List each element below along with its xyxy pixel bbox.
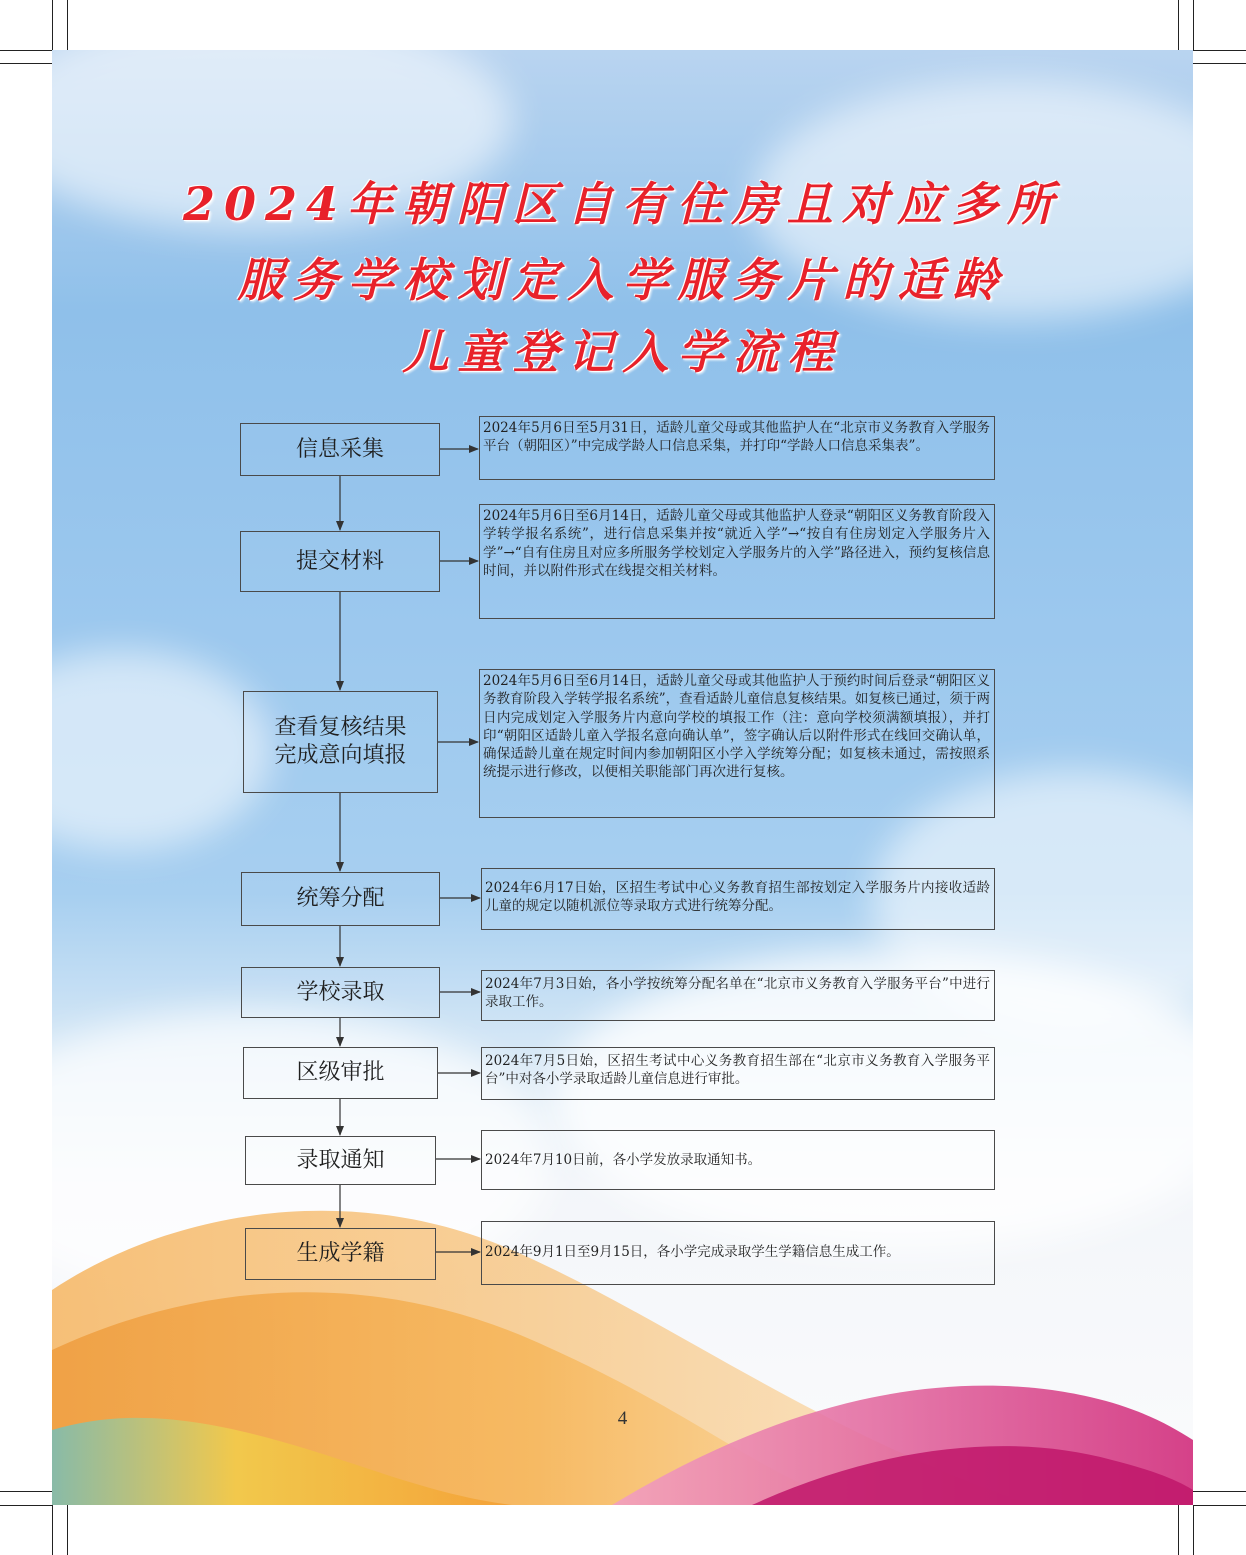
crop-mark (1193, 1505, 1194, 1555)
crop-mark (1193, 63, 1246, 64)
step-label: 区级审批 (296, 1060, 385, 1085)
crop-mark (0, 63, 52, 64)
crop-mark (52, 0, 53, 50)
page-number: 4 (617, 1408, 628, 1429)
step-label: 统筹分配 (296, 886, 385, 911)
crop-mark (52, 1505, 53, 1555)
step-box-info-collection (240, 423, 440, 476)
step-box-student-registry (245, 1228, 436, 1280)
step-box-allocation (241, 872, 440, 926)
step-label: 提交材料 (295, 548, 384, 574)
crop-mark (1193, 1491, 1246, 1492)
crop-mark (1178, 0, 1179, 50)
step-label: 录取通知 (296, 1147, 385, 1173)
poster-page (52, 50, 1193, 1505)
step-box-admission-notice (245, 1136, 436, 1185)
step-box-district-approval (243, 1047, 438, 1099)
step-label: 学校录取 (296, 979, 385, 1005)
crop-mark (67, 1505, 68, 1555)
crop-mark (0, 1505, 52, 1506)
step-box-review-and-intent (243, 691, 438, 793)
crop-mark (0, 1491, 52, 1492)
step-description-info-collection: 2024年5月6日至5月31日，适龄儿童父母或其他监护人在“北京市义务教育入学服务平台（朝阳区）”中完成学龄人口信息采集，并打印“学龄人口信息采集表”。 (479, 416, 995, 480)
crop-mark (1193, 0, 1194, 50)
step-description-student-registry: 2024年9月1日至9月15日，各小学完成录取学生学籍信息生成工作。 (481, 1221, 995, 1285)
step-description-submit-materials: 2024年5月6日至6月14日，适龄儿童父母或其他监护人登录“朝阳区义务教育阶段入学转学报名系统”，进行信息采集并按“就近入学”→“按自有住房划定入学服务片入学”→“自有住房且对应多所服务学校划定入学服务片的入学”路径进入，预约复核信息时间，并以附件形式在线提交相关材料。 (479, 504, 995, 619)
step-label: 信息采集 (295, 436, 384, 462)
step-description-allocation: 2024年6月17日始，区招生考试中心义务教育招生部按划定入学服务片内接收适龄儿童的规定以随机派位等录取方式进行统筹分配。 (481, 868, 995, 930)
step-description-school-admission: 2024年7月3日始，各小学按统筹分配名单在“北京市义务教育入学服务平台”中进行录取工作。 (481, 970, 995, 1021)
step-box-submit-materials (240, 531, 440, 592)
title-line-1: 2024年朝阳区自有住房且对应多所 (182, 177, 1063, 231)
step-label-line-2: 完成意向填报 (274, 743, 407, 768)
step-label-line-1: 查看复核结果 (274, 715, 407, 740)
step-description-district-approval: 2024年7月5日始，区招生考试中心义务教育招生部在“北京市义务教育入学服务平台”中对各小学录取适龄儿童信息进行审批。 (481, 1047, 995, 1100)
crop-mark (1193, 1505, 1246, 1506)
crop-mark (67, 0, 68, 50)
crop-mark (0, 50, 52, 51)
title-line-3: 儿童登记入学流程 (402, 325, 843, 379)
step-description-admission-notice: 2024年7月10日前，各小学发放录取通知书。 (481, 1130, 995, 1190)
crop-mark (1178, 1505, 1179, 1555)
step-box-school-admission (241, 967, 440, 1018)
step-label: 生成学籍 (296, 1241, 385, 1266)
step-description-review-and-intent: 2024年5月6日至6月14日，适龄儿童父母或其他监护人于预约时间后登录“朝阳区义务教育阶段入学转学报名系统”，查看适龄儿童信息复核结果。如复核已通过，须于两日内完成划定入学服务片内意向学校的填报工作（注：意向学校须满额填报），并打印“朝阳区适龄儿童入学报名意向确认单”，签字确认后以附件形式在线回交确认单，确保适龄儿童在规定时间内参加朝阳区小学入学统筹分配；如复核未通过，需按照系统提示进行修改，以便相关职能部门再次进行复核。 (479, 669, 995, 818)
crop-mark (1193, 50, 1246, 51)
title-line-2: 服务学校划定入学服务片的适龄 (237, 253, 1008, 307)
